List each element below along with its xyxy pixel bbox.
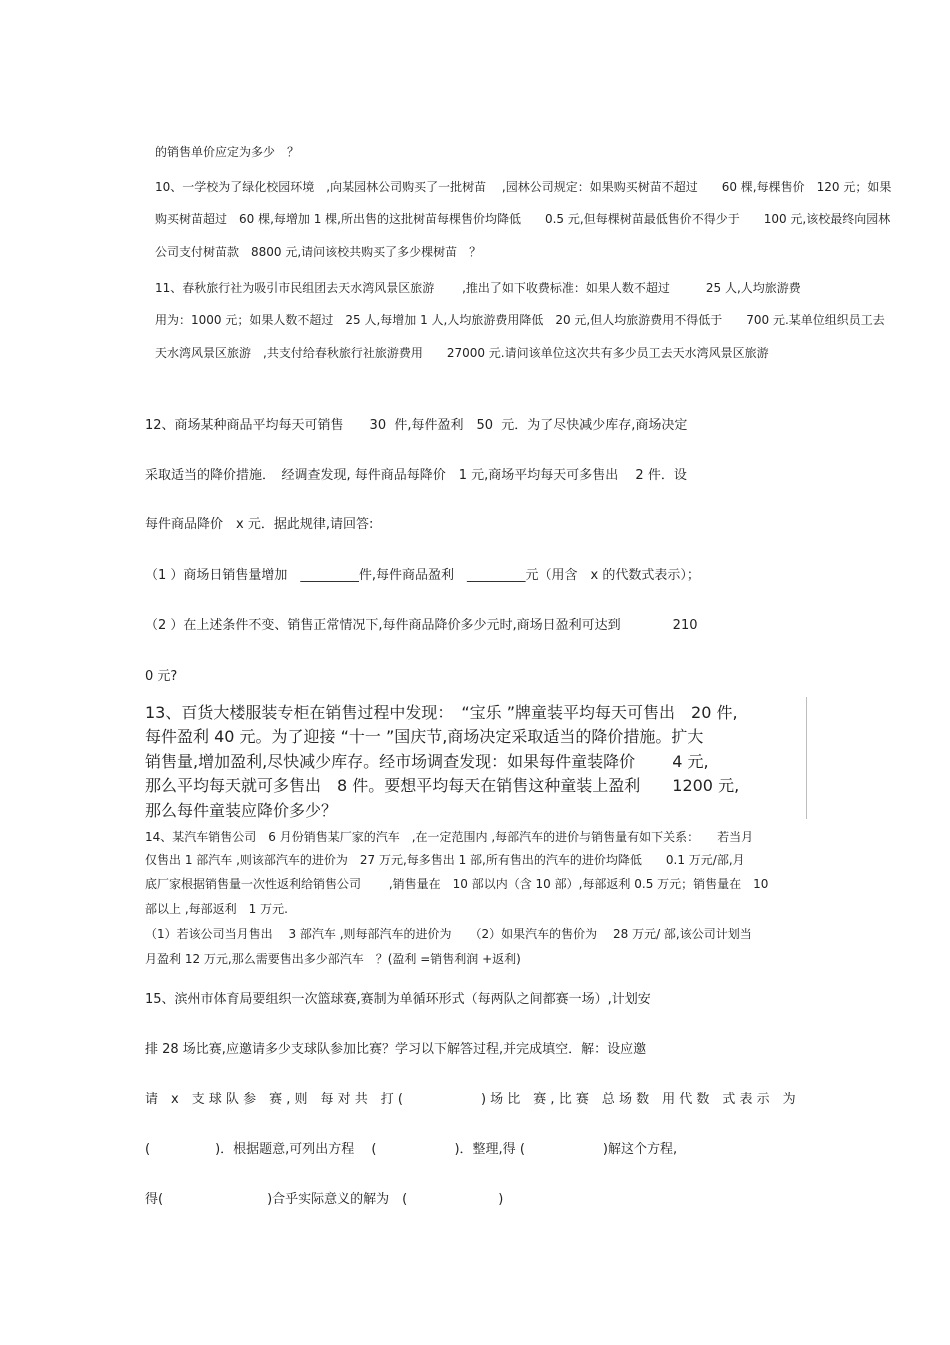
question-11-line: 11、春秋旅行社为吸引市民组团去天水湾风景区旅游 ,推出了如下收费标准：如果人数不超过 25 人,人均旅游费 — [155, 281, 801, 295]
question-13-line: 每件盈利 40 元。为了迎接 “十一 ”国庆节,商场决定采取适当的降价措施。扩大 — [145, 727, 704, 746]
question-14-line: 仅售出 1 部汽车 ,则该部汽车的进价为 27 万元,每多售出 1 部,所有售出的汽车的进价均降低 0.1 万元/部,月 — [145, 853, 745, 867]
question-15-line: 得( )合乎实际意义的解为 ( ) — [145, 1192, 504, 1207]
question-10-line: 10、一学校为了绿化校园环境 ,向某园林公司购买了一批树苗 ,园林公司规定：如果购买树苗不超过 60 棵,每棵售价 120 元；如果 — [155, 180, 892, 194]
question-11-line: 用为：1000 元；如果人数不超过 25 人,每增加 1 人,人均旅游费用降低 20 元,但人均旅游费用不得低于 700 元.某单位组织员工去 — [155, 313, 885, 327]
question-12-line: 采取适当的降价措施． 经调查发现, 每件商品每降价 1 元,商场平均每天可多售出 2 件．设 — [145, 468, 687, 483]
margin-rule — [806, 697, 807, 819]
question-14-line: 部以上 ,每部返利 1 万元. — [145, 902, 288, 916]
question-12-line: 0 元? — [145, 669, 178, 684]
question-14-line: 月盈利 12 万元,那么需要售出多少部汽车 ？(盈利 =销售利润 +返利) — [145, 952, 521, 966]
question-14-line: 底厂家根据销售量一次性返利给销售公司 ,销售量在 10 部以内（含 10 部）,每部返利 0.5 万元；销售量在 10 — [145, 877, 769, 891]
question-15-line: 15、滨州市体育局要组织一次篮球赛,赛制为单循环形式（每两队之间都赛一场）,计划安 — [145, 992, 651, 1007]
question-13-line: 13、百货大楼服装专柜在销售过程中发现： “宝乐 ”牌童装平均每天可售出 20 件, — [145, 703, 738, 722]
question-13-line: 销售量,增加盈利,尽快减少库存。经市场调查发现：如果每件童装降价 4 元, — [145, 752, 709, 771]
question-9-tail: 的销售单价应定为多少 ？ — [155, 145, 300, 159]
question-12-line: 每件商品降价 x 元．据此规律,请回答: — [145, 517, 374, 532]
question-14-line: （1）若该公司当月售出 3 部汽车 ,则每部汽车的进价为 （2）如果汽车的售价为 28 万元/ 部,该公司计划当 — [145, 927, 752, 941]
question-15-line: 排 28 场比赛,应邀请多少支球队参加比赛？学习以下解答过程,并完成填空．解：设应邀 — [145, 1042, 647, 1057]
question-10-line: 公司支付树苗款 8800 元,请问该校共购买了多少棵树苗 ？ — [155, 245, 482, 259]
question-15-line: ( )．根据题意,可列出方程 ( )．整理,得 ( )解这个方程, — [145, 1142, 678, 1157]
question-10-line: 购买树苗超过 60 棵,每增加 1 棵,所出售的这批树苗每棵售价均降低 0.5 元,但每棵树苗最低售价不得少于 100 元,该校最终向园林 — [155, 212, 891, 226]
question-11-line: 天水湾风景区旅游 ,共支付给春秋旅行社旅游费用 27000 元.请问该单位这次共有多少员工去天水湾风景区旅游 — [155, 346, 769, 360]
question-12-part-1: （1 ）商场日销售量增加 _________件,每件商品盈利 _________元（用含 x 的代数式表示）； — [145, 568, 700, 583]
question-14-line: 14、某汽车销售公司 6 月份销售某厂家的汽车 ,在一定范围内 ,每部汽车的进价与销售量有如下关系： 若当月 — [145, 830, 754, 844]
question-13-line: 那么每件童装应降价多少？ — [145, 801, 338, 820]
question-12-part-2: （2 ）在上述条件不变、销售正常情况下,每件商品降价多少元时,商场日盈利可达到 210 — [145, 618, 698, 633]
question-12-line: 12、商场某种商品平均每天可销售 30 件,每件盈利 50 元．为了尽快减少库存,商场决定 — [145, 418, 688, 433]
question-13-line: 那么平均每天就可多售出 8 件。要想平均每天在销售这种童装上盈利 1200 元, — [145, 776, 740, 795]
question-15-line: 请 x 支 球 队 参 赛 , 则 每 对 共 打 ( ) 场 比 赛 , 比 赛 总 场 数 用 代 数 式 表 示 为 — [145, 1092, 796, 1107]
